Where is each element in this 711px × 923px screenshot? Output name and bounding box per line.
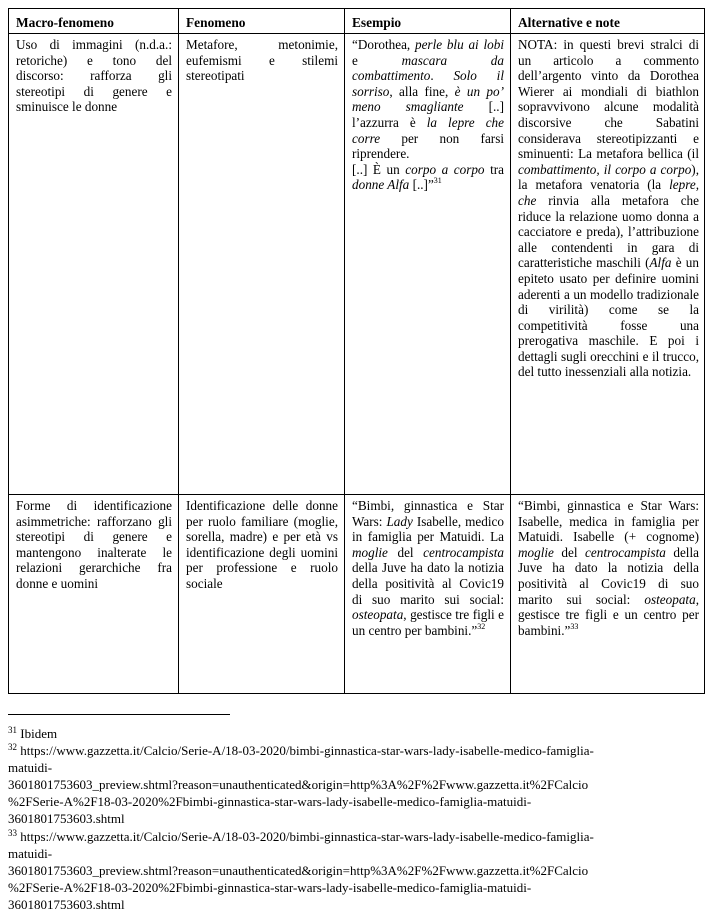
footnote-url-line[interactable]: 3601801753603_preview.shtml?reason=unauthenticated&origin=http%3A%2F%2Fwww.gazzetta.it%2FCalcio bbox=[8, 863, 589, 878]
footnote-url-line[interactable]: https://www.gazzetta.it/Calcio/Serie-A/18-03-2020/bimbi-ginnastica-star-wars-lady-isabelle-medico-famiglia- bbox=[20, 829, 594, 844]
footnote-number: 33 bbox=[8, 828, 17, 838]
footnote-url-line[interactable]: 3601801753603.shtml bbox=[8, 811, 125, 826]
text-span: “Bimbi, ginnastica e Star Wars: bbox=[352, 498, 504, 529]
italic-span: Solo il sorriso bbox=[352, 68, 504, 99]
italic-span: corpo a corpo bbox=[405, 161, 485, 177]
italic-span: moglie bbox=[518, 544, 554, 560]
text-span: [..] l’azzurra è bbox=[352, 99, 504, 130]
italic-span: è un po’ meno smagliante bbox=[352, 83, 504, 115]
text-span: tra bbox=[484, 161, 504, 177]
italic-span: Alfa bbox=[649, 255, 672, 271]
text-span: , alla fine, bbox=[389, 83, 455, 99]
italic-span: mascara da combattimento bbox=[352, 52, 504, 84]
footnote-ref[interactable]: 31 bbox=[433, 176, 442, 186]
footnote-url-line[interactable]: https://www.gazzetta.it/Calcio/Serie-A/18-03-2020/bimbi-ginnastica-star-wars-lady-isabelle-medico-famiglia- bbox=[20, 743, 594, 758]
italic-span: osteopata bbox=[644, 591, 696, 607]
text-span: [..]” bbox=[409, 177, 434, 193]
footnote-url-line[interactable]: %2FSerie-A%2F18-03-2020%2Fbimbi-ginnastica-star-wars-lady-isabelle-medico-famiglia-matuidi- bbox=[8, 794, 532, 809]
footnote-number: 32 bbox=[8, 742, 17, 752]
row1-esempio bbox=[345, 34, 510, 494]
italic-span: la lepre che corre bbox=[352, 114, 504, 146]
italic-span: centrocampista bbox=[423, 544, 504, 560]
text-span: NOTA: in questi brevi stralci di un articolo a commento dell’argento vinto da Dorothea Wierer ai mondiali di biathlon sopravvivono alcune modalità discorsive che Sabatini considerava stereotipizzanti e sminuenti: La metafora bellica (il bbox=[518, 37, 699, 162]
italic-span: osteopata bbox=[352, 607, 404, 623]
row1-note bbox=[511, 34, 705, 494]
text-span: “Dorothea, bbox=[352, 37, 415, 52]
text-span: per non farsi riprendere. bbox=[352, 130, 504, 162]
row2-macro-fenomeno: Forme di identificazione asimmetriche: rafforzano gli stereotipi di genere e mantengono inalterate le relazioni gerarchiche fra donne e uomini bbox=[16, 498, 172, 591]
header-macro-fenomeno: Macro-fenomeno bbox=[16, 15, 114, 30]
italic-span: combattimento, il corpo a corpo bbox=[518, 161, 692, 177]
row2-esempio bbox=[345, 495, 510, 693]
text-span: , gestisce tre figli e un centro per bambini.” bbox=[352, 607, 504, 638]
footnote-text: Ibidem bbox=[20, 726, 58, 741]
row2-fenomeno: Identificazione delle donne per ruolo familiare (moglie, sorella, madre) e per età vs identificazione degli uomini per professione e ruolo sociale bbox=[186, 498, 338, 591]
italic-span: centrocampista bbox=[585, 544, 666, 560]
italic-span: moglie bbox=[352, 544, 388, 560]
footnote-33[interactable] bbox=[8, 828, 708, 913]
footnote-url-line[interactable]: matuidi- bbox=[8, 760, 53, 775]
text-span: del bbox=[387, 544, 424, 560]
footnote-ref[interactable]: 32 bbox=[477, 621, 486, 631]
footnote-url-line[interactable]: %2FSerie-A%2F18-03-2020%2Fbimbi-ginnastica-star-wars-lady-isabelle-medico-famiglia-matuidi- bbox=[8, 880, 532, 895]
header-esempio: Esempio bbox=[352, 15, 402, 30]
text-span: ), la metafora venatoria (la bbox=[518, 161, 699, 193]
text-span: , gestisce tre figli e un centro per bambini.” bbox=[518, 591, 699, 638]
row1-macro-fenomeno: Uso di immagini (n.d.a.: retoriche) e tono del discorso: rafforza gli stereotipi di genere e sminuisce le donne bbox=[16, 37, 172, 115]
italic-span: donne Alfa bbox=[352, 177, 410, 193]
row1-fenomeno: Metafore, metonimie, eufemismi e stilemi stereotipati bbox=[186, 37, 338, 84]
text-span: della Juve ha dato la notizia della positività al Covic19 di suo marito sui social: bbox=[518, 544, 699, 607]
italic-span: perle blu ai lobi bbox=[414, 37, 504, 52]
footnote-url-line[interactable]: matuidi- bbox=[8, 846, 53, 861]
phenomena-table bbox=[8, 8, 705, 694]
footnote-32[interactable] bbox=[8, 742, 708, 827]
text-span: è un epiteto usato per definire uomini aderenti a un modello tradizionale di virilità) come se la competitività fosse una prerogativa maschile. E poi i dettagli sugli orecchini e il trucco, del tutto inessenziali alla notizia. bbox=[518, 255, 699, 380]
italic-span: lepre, che bbox=[518, 177, 699, 208]
footnote-31 bbox=[8, 725, 708, 742]
footnote-url-line[interactable]: 3601801753603.shtml bbox=[8, 897, 125, 912]
text-span: e bbox=[352, 52, 402, 68]
header-alternative-note: Alternative e note bbox=[518, 15, 620, 30]
text-span: . bbox=[430, 68, 454, 84]
text-span: del bbox=[553, 544, 586, 560]
footnote-separator bbox=[8, 714, 230, 715]
footnote-ref[interactable]: 33 bbox=[570, 621, 579, 631]
header-fenomeno: Fenomeno bbox=[186, 15, 246, 30]
text-span: Isabelle, medico in famiglia per Matuidi. La bbox=[352, 513, 504, 545]
footnote-url-line[interactable]: 3601801753603_preview.shtml?reason=unauthenticated&origin=http%3A%2F%2Fwww.gazzetta.it%2FCalcio bbox=[8, 777, 589, 792]
text-span: rinvia alla metafora che riduce la relazione uomo donna a cacciatore e preda), l’attribuzione alle contendenti in gara di caratteristiche maschili ( bbox=[518, 192, 699, 271]
text-span: “Bimbi, ginnastica e Star Wars: Isabelle, medica in famiglia per Matuidi. Isabelle (+ cognome) bbox=[518, 498, 699, 545]
row2-note bbox=[511, 495, 705, 693]
footnote-number: 31 bbox=[8, 725, 17, 735]
text-span: [..] È un bbox=[352, 161, 406, 177]
text-span: della Juve ha dato la notizia della positività al Covic19 di suo marito sui social: bbox=[352, 560, 504, 607]
italic-span: Lady bbox=[386, 513, 413, 529]
